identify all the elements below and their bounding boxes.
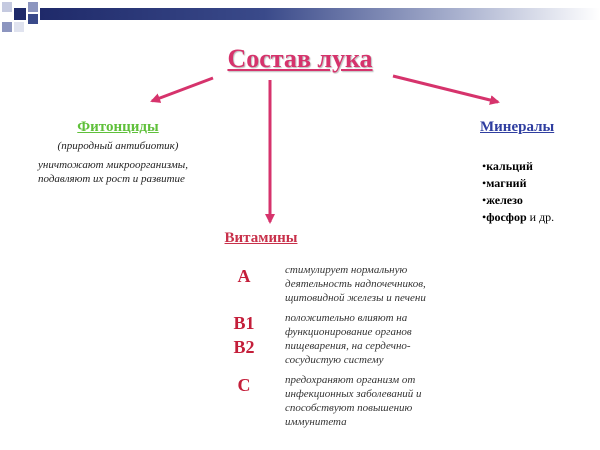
mineral-item — [482, 175, 554, 192]
arrow-to-minerals — [393, 76, 498, 102]
vitamins-title: Витамины — [224, 230, 298, 246]
mineral-item — [482, 158, 554, 175]
mineral-name: кальций — [486, 159, 533, 173]
diagram-title: Состав лука — [227, 44, 373, 73]
mineral-name: магний — [486, 176, 527, 190]
vitamin-letter-b1: B1 — [233, 313, 255, 333]
mineral-name: фосфор — [486, 210, 527, 224]
bullet: • — [482, 176, 487, 190]
minerals-list — [482, 158, 554, 226]
mineral-item — [482, 192, 554, 209]
vitamin-letter-b2: B2 — [233, 337, 255, 357]
vitamin-letter-c: C — [237, 375, 251, 395]
bullet: • — [482, 193, 487, 207]
vitamin-a-description: стимулирует нормальную деятельность надпочечников, щитовидной железы и печени — [285, 264, 426, 304]
phytoncides-subtitle: (природный антибиотик) — [57, 140, 179, 152]
phytoncides-title: Фитонциды — [77, 119, 159, 135]
vitamin-letter-a: A — [237, 266, 251, 286]
bullet: • — [482, 159, 487, 173]
phytoncides-description: уничтожают микроорганизмы, подавляют их рост и развитие — [38, 159, 188, 185]
mineral-name: железо — [486, 193, 523, 207]
vitamin-b-description: положительно влияют на функционирование органов пищеварения, на сердечно-сосудистую систему — [285, 312, 412, 366]
bullet: • — [482, 210, 487, 224]
vitamin-c-description: предохраняют организм от инфекционных заболеваний и способствуют повышению иммунитета — [285, 374, 422, 428]
minerals-title: Минералы — [480, 119, 555, 135]
arrow-to-phytoncides — [152, 78, 213, 101]
mineral-suffix: и др. — [526, 210, 555, 224]
mineral-item — [482, 209, 554, 226]
